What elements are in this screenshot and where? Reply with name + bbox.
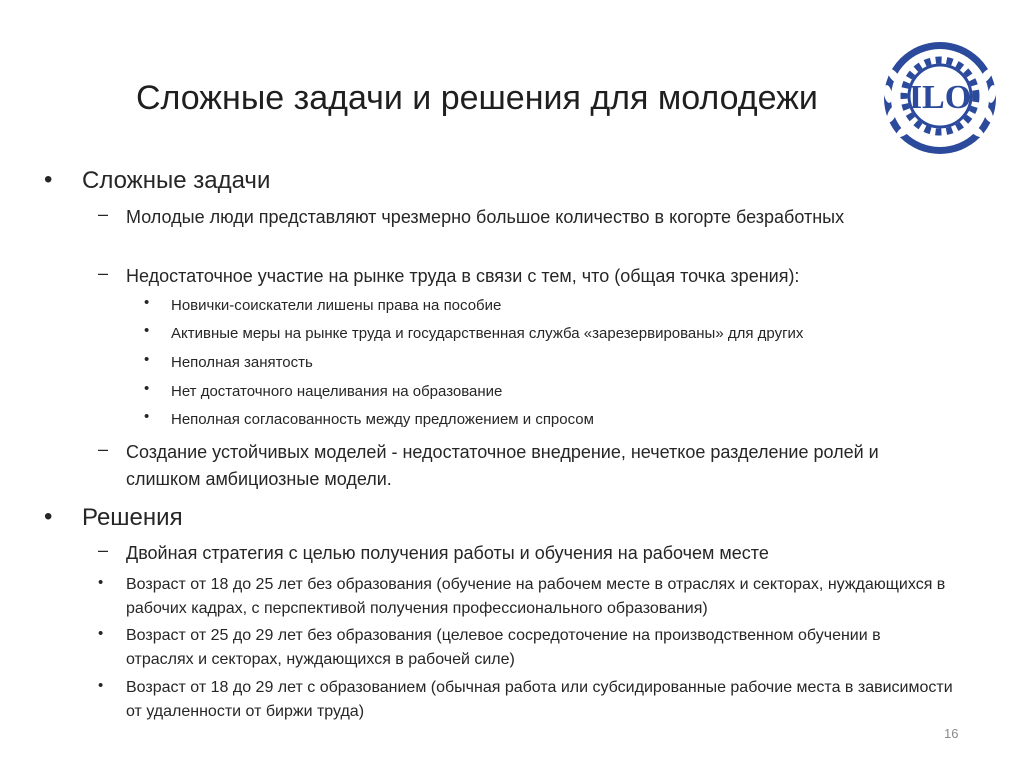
bullet-marker: –: [98, 204, 109, 224]
bullet-marker: •: [98, 677, 104, 694]
bullet-marker: •: [44, 503, 53, 530]
list-item-text: Неполная занятость: [171, 354, 313, 371]
page-number: 16: [944, 726, 959, 741]
bullet-marker: •: [144, 408, 150, 425]
list-item-text: Возраст от 18 до 25 лет без образования (обучение на рабочем месте в отраслях и секторах, нуждающихся в рабочих кадрах, с перспективой получения профессионального образования): [126, 576, 946, 617]
slide-title: Сложные задачи и решения для молодежи: [136, 79, 818, 117]
list-item-text: Создание устойчивых моделей - недостаточное внедрение, нечеткое разделение ролей и слишком амбициозные модели.: [126, 442, 879, 489]
bullet-marker: •: [144, 294, 150, 311]
bullet-marker: •: [98, 625, 104, 642]
list-item-text: Активные меры на рынке труда и государственная служба «зарезервированы» для других: [171, 325, 804, 342]
list-item-text: Молодые люди представляют чрезмерно большое количество в когорте безработных: [126, 207, 845, 227]
bullet-marker: •: [144, 322, 150, 339]
list-item-text: Недостаточное участие на рынке труда в связи с тем, что (общая точка зрения):: [126, 266, 800, 286]
list-item-text: Решения: [82, 504, 183, 531]
list-item-text: Неполная согласованность между предложением и спросом: [171, 411, 594, 428]
bullet-marker: •: [98, 574, 104, 591]
bullet-marker: •: [44, 166, 53, 193]
bullet-marker: –: [98, 439, 109, 459]
svg-text:ILO: ILO: [908, 79, 972, 116]
list-item-text: Двойная стратегия с целью получения работы и обучения на рабочем месте: [126, 543, 769, 563]
list-item-text: Нет достаточного нацеливания на образование: [171, 383, 503, 400]
bullet-marker: •: [144, 380, 150, 397]
bullet-marker: •: [144, 351, 150, 368]
list-item-text: Сложные задачи: [82, 167, 271, 194]
ilo-logo: [868, 36, 1012, 158]
list-item-text: Возраст от 25 до 29 лет без образования (целевое сосредоточение на производственном обучении в отраслях и секторах, нуждающихся в рабочей силе): [126, 627, 881, 668]
bullet-marker: –: [98, 263, 109, 283]
list-item-text: Возраст от 18 до 29 лет с образованием (обычная работа или субсидированные рабочие места в зависимости от удаленности от биржи труда): [126, 679, 953, 720]
list-item-text: Новички-соискатели лишены права на пособие: [171, 297, 502, 314]
bullet-marker: –: [98, 540, 109, 560]
